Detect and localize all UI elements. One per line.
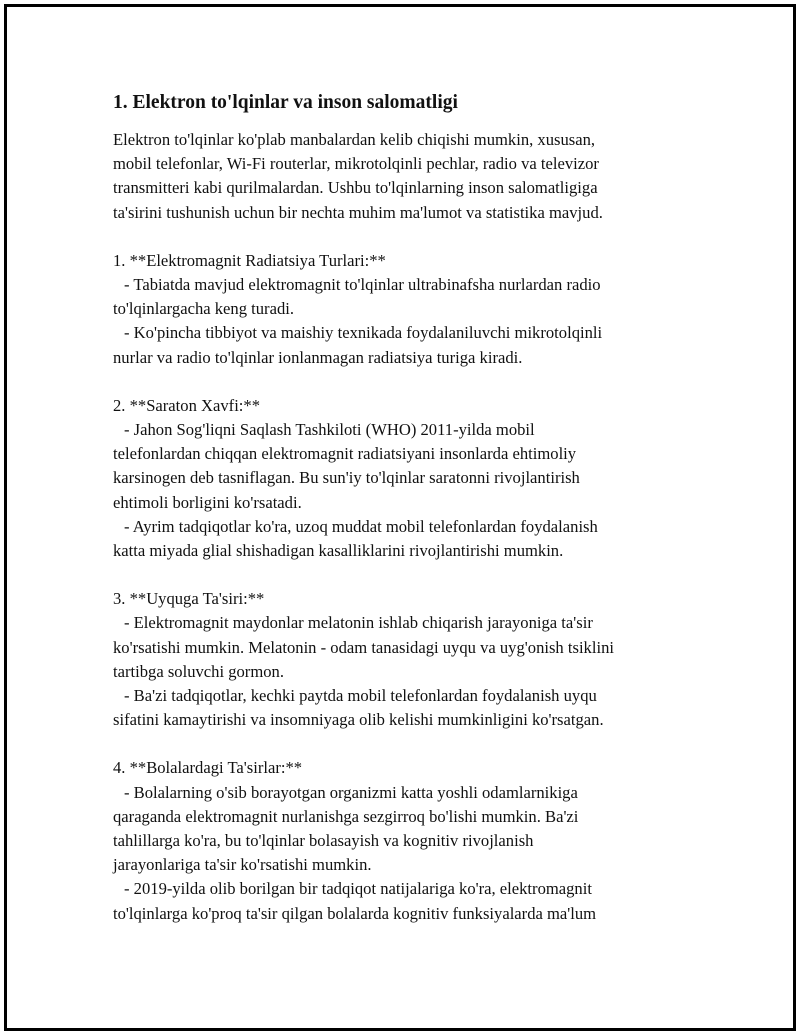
bullet-line: jarayonlariga ta'sir ko'rsatishi mumkin. bbox=[113, 855, 372, 875]
list-item bbox=[113, 273, 673, 321]
intro-line: mobil telefonlar, Wi-Fi routerlar, mikrotolqinli pechlar, radio va televizor bbox=[113, 154, 599, 174]
bullet-line: nurlar va radio to'lqinlar ionlanmagan radiatsiya turiga kiradi. bbox=[113, 347, 523, 367]
bullet-line: to'lqinlarga ko'proq ta'sir qilgan bolalarda kognitiv funksiyalarda ma'lum bbox=[113, 903, 597, 923]
bullet-line: - Ayrim tadqiqotlar ko'ra, uzoq muddat mobil telefonlardan foydalanish bbox=[124, 516, 598, 536]
section-cancer-risk bbox=[113, 394, 673, 563]
bullet-line: ko'rsatishi mumkin. Melatonin - odam tanasidagi uyqu va uyg'onish tsiklini bbox=[113, 637, 614, 657]
bullet-line: telefonlardan chiqqan elektromagnit radiatsiyani insonlarda ehtimoliy bbox=[113, 444, 577, 464]
bullet-line: karsinogen deb tasniflagan. Bu sun'iy to'lqinlar saratonni rivojlantirish bbox=[113, 468, 580, 488]
intro-paragraph bbox=[113, 128, 673, 225]
bullet-line: to'lqinlargacha keng turadi. bbox=[113, 299, 295, 319]
bullet-line: - Jahon Sog'liqni Saqlash Tashkiloti (WHO) 2011-yilda mobil bbox=[124, 420, 535, 440]
section-sleep-effects bbox=[113, 587, 673, 732]
list-item bbox=[113, 781, 673, 878]
section-heading: 2. **Saraton Xavfi:** bbox=[113, 395, 261, 415]
intro-line: Elektron to'lqinlar ko'plab manbalardan kelib chiqishi mumkin, xususan, bbox=[113, 130, 596, 149]
bullet-line: - 2019-yilda olib borilgan bir tadqiqot natijalariga ko'ra, elektromagnit bbox=[124, 879, 592, 899]
bullet-line: tahlillarga ko'ra, bu to'lqinlar bolasayish va kognitiv rivojlanish bbox=[113, 831, 534, 851]
list-item bbox=[113, 611, 673, 684]
bullet-line: ehtimoli borligini ko'rsatadi. bbox=[113, 492, 302, 512]
list-item bbox=[113, 515, 673, 563]
bullet-line: katta miyada glial shishadigan kasalliklarini rivojlantirishi mumkin. bbox=[113, 541, 564, 561]
section-heading: 4. **Bolalardagi Ta'sirlar:** bbox=[113, 758, 303, 778]
bullet-line: - Ba'zi tadqiqotlar, kechki paytda mobil telefonlardan foydalanish uyqu bbox=[124, 686, 597, 706]
bullet-line: - Bolalarning o'sib borayotgan organizmi katta yoshli odamlarnikiga bbox=[124, 782, 578, 802]
bullet-line: - Tabiatda mavjud elektromagnit to'lqinlar ultrabinafsha nurlardan radio bbox=[124, 275, 601, 295]
list-item bbox=[113, 321, 673, 369]
section-heading: 1. **Elektromagnit Radiatsiya Turlari:** bbox=[113, 250, 386, 270]
bullet-line: qaraganda elektromagnit nurlanishga sezgirroq bo'lishi mumkin. Ba'zi bbox=[113, 806, 579, 826]
intro-line: transmitteri kabi qurilmalardan. Ushbu to'lqinlarning inson salomatligiga bbox=[113, 178, 598, 198]
list-item bbox=[113, 418, 673, 515]
list-item bbox=[113, 684, 673, 732]
section-heading: 3. **Uyquga Ta'siri:** bbox=[113, 589, 265, 609]
list-item bbox=[113, 877, 673, 925]
intro-line: ta'sirini tushunish uchun bir nechta muhim ma'lumot va statistika mavjud. bbox=[113, 202, 603, 222]
document-title: 1. Elektron to'lqinlar va inson salomatligi bbox=[113, 92, 458, 113]
bullet-line: tartibga soluvchi gormon. bbox=[113, 661, 284, 681]
section-children-effects bbox=[113, 756, 673, 925]
document-body bbox=[113, 90, 673, 950]
bullet-line: - Elektromagnit maydonlar melatonin ishlab chiqarish jarayoniga ta'sir bbox=[124, 613, 593, 633]
bullet-line: - Ko'pincha tibbiyot va maishiy texnikada foydalaniluvchi mikrotolqinli bbox=[124, 323, 603, 343]
section-radiation-types bbox=[113, 249, 673, 370]
bullet-line: sifatini kamaytirishi va insomniyaga olib kelishi mumkinligini ko'rsatgan. bbox=[113, 710, 604, 730]
